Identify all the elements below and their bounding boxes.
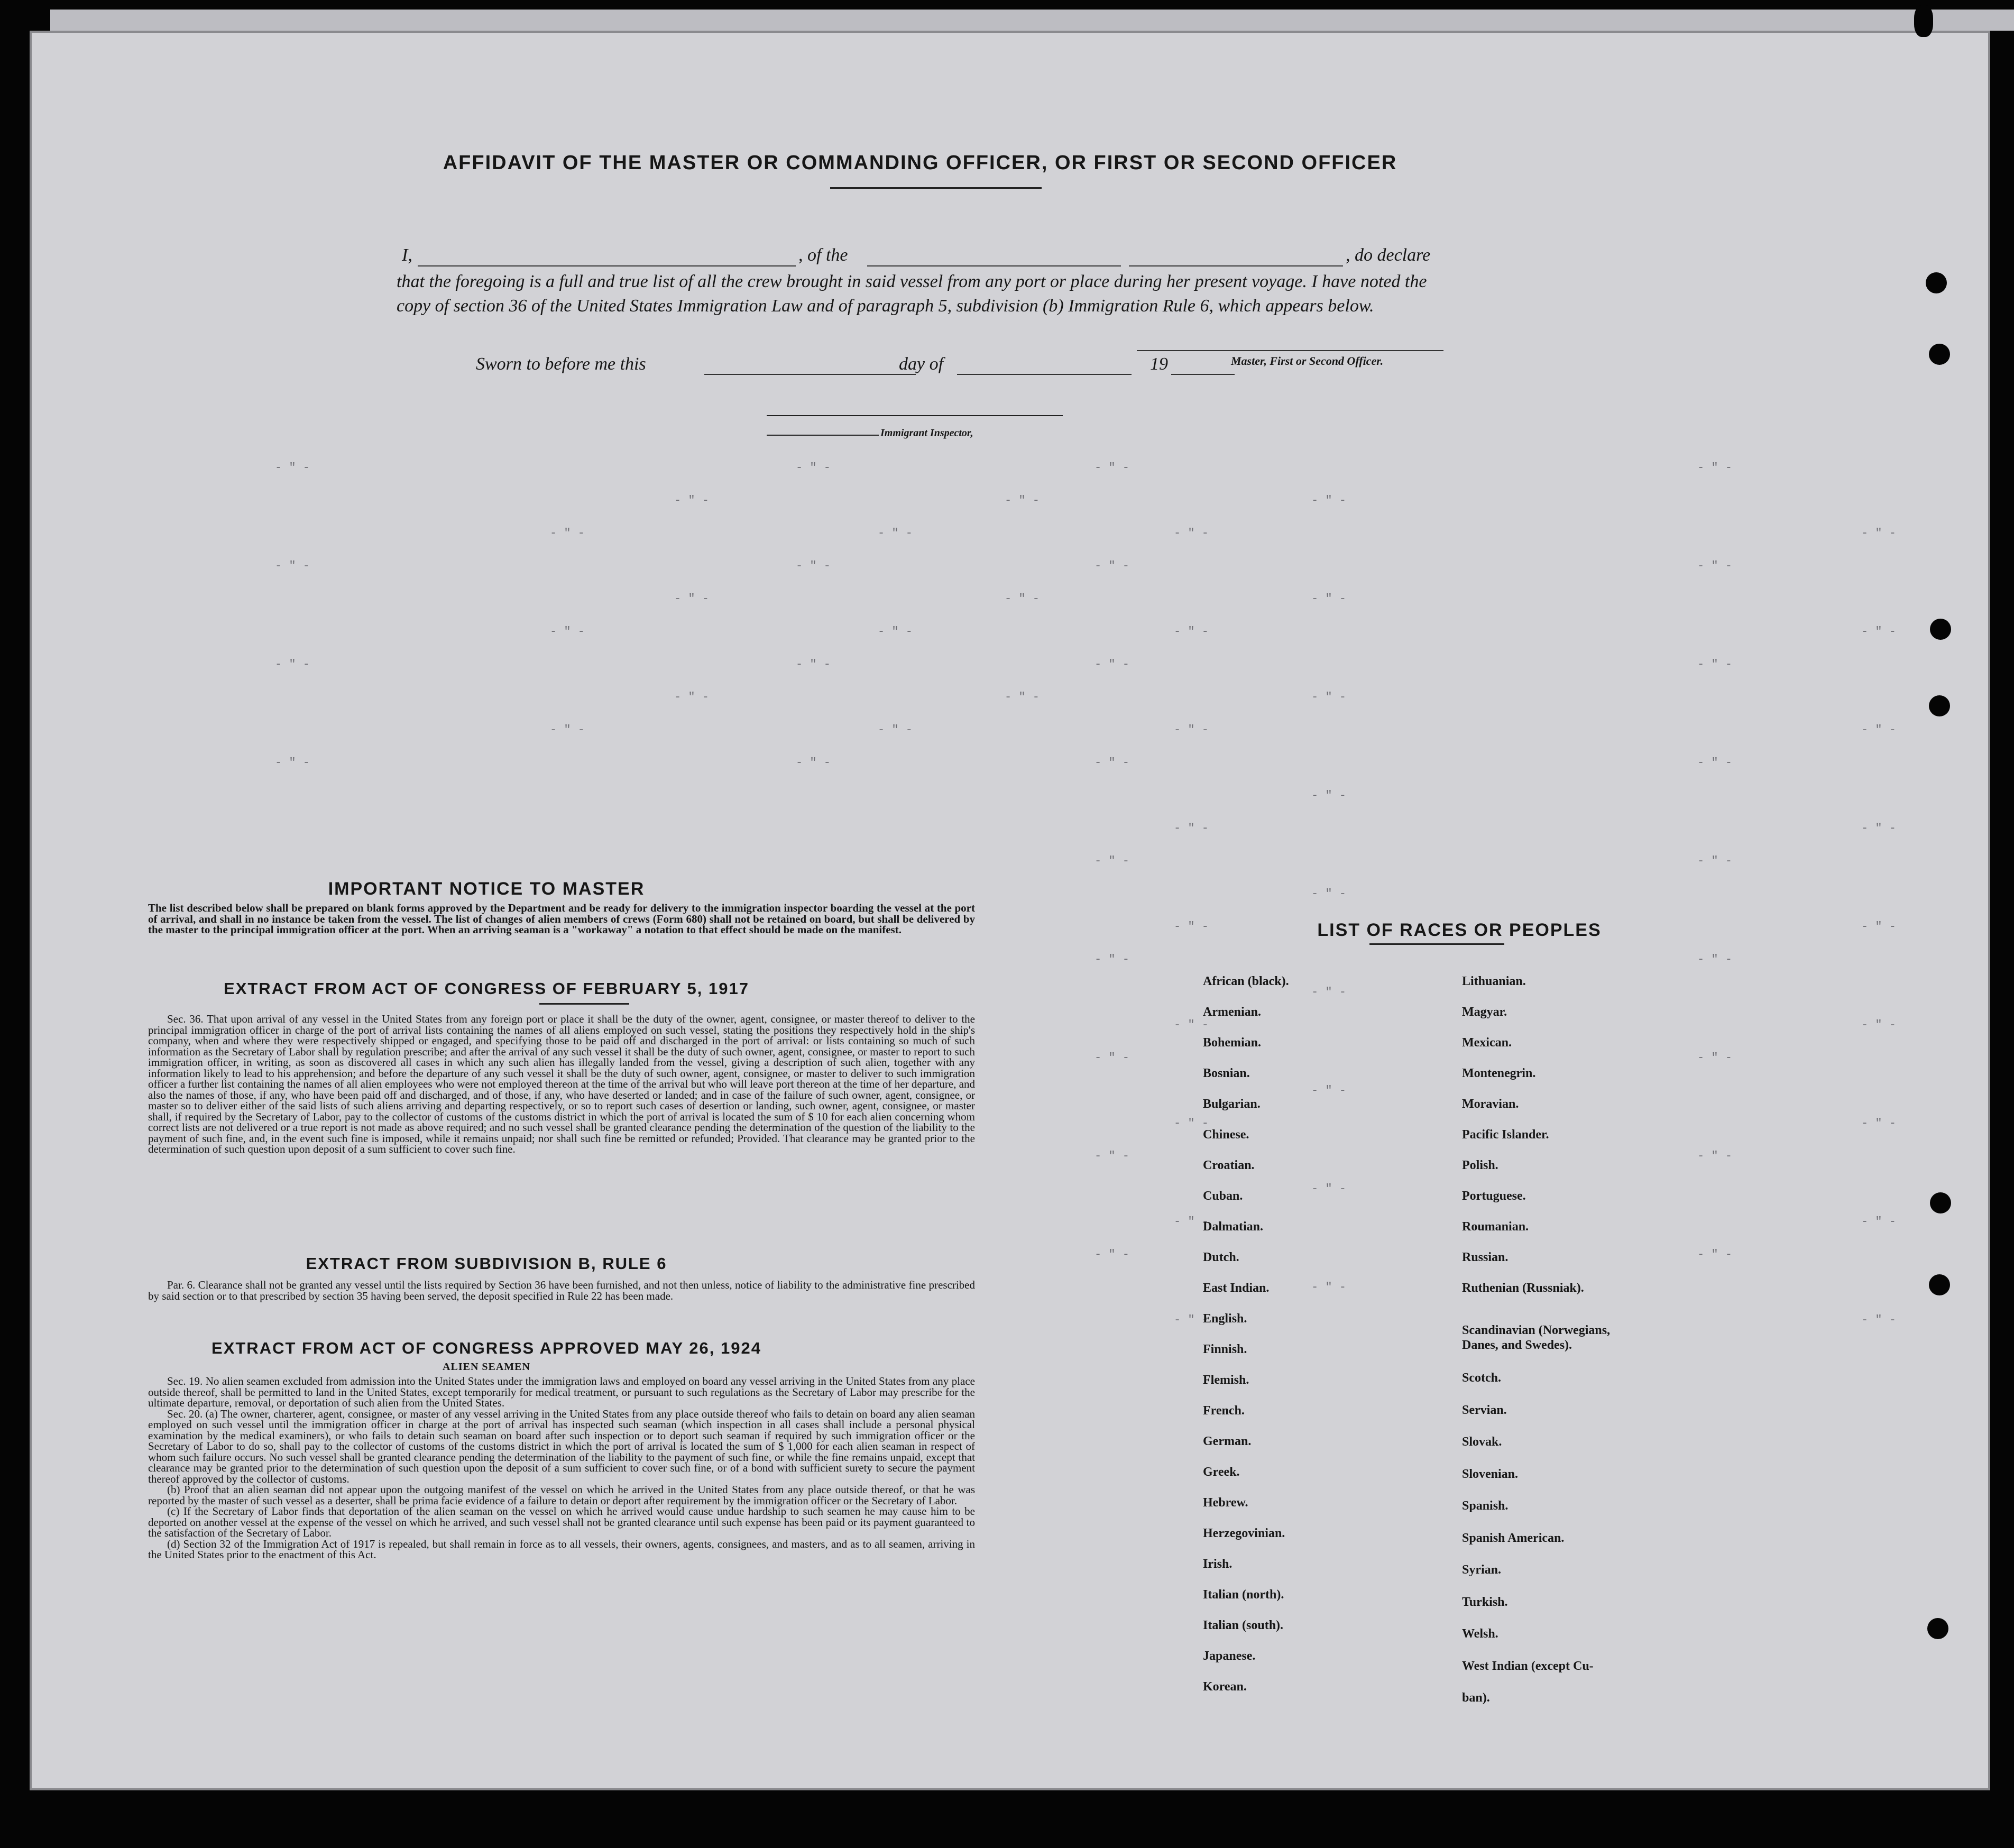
ditto-mark: - " - [1095, 559, 1130, 573]
ditto-mark: - " - [796, 756, 831, 769]
ditto-mark: - " - [1861, 1117, 1897, 1130]
punch-hole [1927, 1618, 1948, 1639]
ditto-mark: - " - [1697, 658, 1733, 671]
race-item: Roumanian. [1462, 1220, 1529, 1234]
ditto-mark: - " - [1861, 527, 1897, 540]
punch-hole [1930, 619, 1951, 640]
ditto-mark: - " - [1174, 822, 1209, 835]
sec-20a-paragraph: Sec. 20. (a) The owner, charterer, agent, consignee, or master of any vessel arriving in the United States from any place outside thereof who fails to detain on board any alien seaman employed on such vessel until the immigration officer in charge at the port of arrival has inspected such seaman (which inspection in all cases shall include a personal physical examination by the medical examiners), or who fails to detain such seaman on board after such inspection or to deport such seaman if required by such immigration officer or the Secretary of Labor to do so, shall pay to the collector of customs of the customs district in which the port of arrival is located the sum of $ 1,000 for each alien seaman in respect of whom such failure occurs. No such vessel shall be granted clearance pending the determination of the liability to the payment of such fine, or while the fine remains unpaid, except that clearance may be granted prior to the determination of such question upon the deposit of a sum sufficient to cover such fine, or of a bond with sufficient surety to secure the payment thereof approved by the collector of customs. [148, 1407, 975, 1485]
ditto-mark: - " - [550, 625, 585, 638]
ditto-mark: - " - [1095, 1248, 1130, 1261]
ditto-mark: - " - [796, 461, 831, 474]
sworn-year-label: 19 [1150, 354, 1168, 374]
ditto-mark: - " - [796, 658, 831, 671]
signature-caption: Master, First or Second Officer. [1231, 354, 1384, 367]
extract-1917-underline [539, 1003, 629, 1005]
ditto-mark: - " - [1095, 461, 1130, 474]
sec-20d-paragraph: (d) Section 32 of the Immigration Act of 1917 is repealed, but shall remain in force as to all vessels, their owners, agents, consignees, and masters, and as to all seamen, arriving in the United States prior to the enactment of this Act. [148, 1537, 975, 1561]
extract-rule6-title: EXTRACT FROM SUBDIVISION B, RULE 6 [306, 1254, 667, 1273]
ditto-mark: - " - [1861, 1018, 1897, 1032]
do-declare-label: , do declare [1346, 245, 1431, 265]
ditto-mark: - " - [1174, 1215, 1209, 1228]
race-item: Danes, and Swedes). [1462, 1338, 1572, 1352]
sec-20b-paragraph: (b) Proof that an alien seaman did not appear upon the outgoing manifest of the vessel on which he arrived in the United States from any place outside thereof, or that he was reported by the master of such vessel as a deserter, shall be prima facie evidence of a failure to detain or deport after requirement by the immigration officer or the Secretary of Labor. [148, 1483, 975, 1507]
ditto-mark: - " - [275, 559, 310, 573]
ditto-mark: - " - [1311, 1084, 1347, 1097]
race-item: Scotch. [1462, 1371, 1501, 1385]
ditto-mark: - " - [674, 691, 710, 704]
race-item: Russian. [1462, 1251, 1509, 1264]
notice-text: The list described below shall be prepared on blank forms approved by the Department and be ready for delivery to the immigration inspector boarding the vessel at the port of arrival, and shall in no instance be taken from the vessel. The list of changes of alien members of crews (Form 680) shall not be retained on board, but shall be delivered by the master to the principal immigration officer at the port. When an arriving seaman is a "workaway" a notation to that effect should be made on the manifest. [148, 902, 975, 936]
race-item: Italian (south). [1203, 1619, 1284, 1632]
race-item: Chinese. [1203, 1128, 1249, 1142]
ditto-mark: - " - [1697, 1150, 1733, 1163]
sworn-day-of-label: day of [899, 354, 944, 374]
race-item: Spanish American. [1462, 1531, 1565, 1545]
race-item: Hebrew. [1203, 1496, 1248, 1510]
ditto-mark: - " - [1311, 789, 1347, 802]
extract-rule6-text [148, 1280, 975, 1301]
sec-20c-paragraph: (c) If the Secretary of Labor finds that deportation of the alien seaman on the vessel on which he arrived would cause undue hardship to such seamen he may cause him to be deported on another vessel at the expense of the vessel on which he arrived, and such vessel shall not be granted clearance until such expense has been paid or its payment guaranteed to the satisfaction of the Secretary of Labor. [148, 1505, 975, 1539]
punch-hole [1929, 695, 1950, 716]
race-item: Spanish. [1462, 1499, 1509, 1513]
of-the-label: , of the [798, 245, 848, 265]
section-36-paragraph: Sec. 36. That upon arrival of any vessel in the United States from any foreign port or place it shall be the duty of the owner, agent, consignee, or master thereof to deliver to the principal immigration officer in charge of the port of arrival lists containing the names of all aliens employed on such vessel, stating the positions they respectively hold in the ship's company, when and where they were respectively shipped or engaged, and specifying those to be paid off and discharged in the port of arrival: or lists containing so much of such information as the Secretary of Labor shall by regulation prescribe; and after the arrival of any such vessel it shall be the duty of such owner, agent, consignee, or master to report to such immigration officer, in writing, as soon as discovered all cases in which any such alien has illegally landed from the vessel, giving a description of such alien, together with any information likely to lead to his apprehension; and before the departure of any such vessel it shall be the duty of such owner, agent, consignee, or master to deliver to such immigration officer a further list containing the names of all alien employees who were not employed thereon at the time of the arrival but who will leave port thereon at the time of her departure, and also the names of those, if any, who have been paid off and discharged, and of those, if any, who have deserted or landed; and in case of the failure of such owner, agent, consignee, or master so to deliver either of the said lists of such aliens arriving and departing respectively, or so to report such cases of desertion or landing, such owner, agent, consignee, or master shall, if required by the Secretary of Labor, pay to the collector of customs of the customs district in which the port of arrival is located the sum of $ 10 for each alien concerning whom correct lists are not delivered or a true report is not made as above required; and no such vessel shall be granted clearance pending the determination of the question of the liability to the payment of such fine, and, in the event such fine is imposed, while it remains unpaid; nor shall such fine be remitted or refunded; Provided. That clearance may be granted prior to the determination of such question upon deposit of a sum sufficient to cover such fine. [148, 1013, 975, 1155]
manifest-page [32, 33, 1988, 1788]
ditto-mark: - " - [1174, 920, 1209, 933]
ditto-mark: - " - [1861, 625, 1897, 638]
ditto-mark: - " - [550, 723, 585, 737]
race-item: Finnish. [1203, 1343, 1247, 1356]
ditto-mark: - " - [1095, 953, 1130, 966]
ditto-mark: - " - [1861, 1313, 1897, 1327]
affidavit-declaration-line [402, 245, 1438, 270]
race-item: Welsh. [1462, 1627, 1498, 1641]
ditto-mark: - " - [1311, 691, 1347, 704]
sworn-prefix: Sworn to before me this [476, 354, 646, 374]
ditto-mark: - " - [1311, 1281, 1347, 1294]
sworn-month-field[interactable] [957, 358, 1132, 375]
race-item: East Indian. [1203, 1281, 1270, 1295]
ditto-mark: - " - [1095, 854, 1130, 868]
race-item: Mexican. [1462, 1036, 1512, 1050]
ditto-mark: - " - [1697, 1248, 1733, 1261]
race-item: Moravian. [1462, 1097, 1519, 1111]
extract-1924-subtitle: ALIEN SEAMEN [443, 1361, 530, 1373]
race-item: Bulgarian. [1203, 1097, 1261, 1111]
race-item: Servian. [1462, 1403, 1507, 1417]
race-item: German. [1203, 1435, 1252, 1448]
ditto-mark: - " - [1095, 1051, 1130, 1064]
declarant-prefix: I, [402, 245, 412, 265]
race-item: Magyar. [1462, 1005, 1507, 1019]
sec-19-paragraph: Sec. 19. No alien seamen excluded from admission into the United States under the immigration laws and employed on board any vessel arriving in the United States from any place outside thereof, shall be permitted to land in the United States, except temporarily for medical treatment, or pursuant to such regulations as the Secretary of Labor may prescribe for the ultimate departure, removal, or deportation of such alien from the United States. [148, 1375, 975, 1409]
race-item: Syrian. [1462, 1563, 1502, 1577]
vessel-name-field[interactable] [867, 250, 1121, 266]
race-item: West Indian (except Cu- [1462, 1659, 1594, 1673]
ditto-mark: - " - [1174, 723, 1209, 737]
ditto-mark: - " - [1311, 986, 1347, 999]
ditto-mark: - " - [1174, 1117, 1209, 1130]
inspector-caption-lead [767, 435, 879, 436]
race-item: Bosnian. [1203, 1066, 1250, 1080]
ditto-mark: - " - [1861, 822, 1897, 835]
races-title: LIST OF RACES OR PEOPLES [1317, 920, 1602, 940]
ditto-mark: - " - [1697, 559, 1733, 573]
ditto-mark: - " - [1861, 1215, 1897, 1228]
ditto-mark: - " - [1174, 1313, 1209, 1327]
race-item: Croatian. [1203, 1159, 1255, 1172]
race-item: Portuguese. [1462, 1189, 1526, 1203]
race-item: Greek. [1203, 1465, 1240, 1479]
race-item: Dutch. [1203, 1251, 1239, 1264]
notice-title: IMPORTANT NOTICE TO MASTER [328, 879, 645, 899]
ditto-mark: - " - [796, 559, 831, 573]
race-item: African (black). [1203, 974, 1289, 988]
ditto-mark: - " - [275, 658, 310, 671]
race-item: French. [1203, 1404, 1245, 1418]
affidavit-body: that the foregoing is a full and true list of all the crew brought in said vessel from any port or place during her present voyage. I have noted the copy of section 36 of the United States Immigration Law and of paragraph 5, subdivision (b) Immigration Rule 6, which appears below. [397, 272, 1427, 316]
ditto-mark: - " - [878, 723, 913, 737]
ditto-mark: - " - [674, 592, 710, 605]
officer-signature-field[interactable] [1137, 334, 1443, 351]
ditto-mark: - " - [1697, 854, 1733, 868]
ditto-mark: - " - [275, 756, 310, 769]
ditto-mark: - " - [1697, 461, 1733, 474]
ditto-mark: - " - [1174, 527, 1209, 540]
ditto-mark: - " - [1697, 953, 1733, 966]
punch-hole [1926, 272, 1947, 293]
ditto-mark: - " - [878, 527, 913, 540]
affidavit-title-underline [830, 187, 1042, 189]
ditto-mark: - " - [1174, 1018, 1209, 1032]
race-item: Herzegovinian. [1203, 1527, 1285, 1540]
race-item: Cuban. [1203, 1189, 1243, 1203]
race-item: Korean. [1203, 1680, 1247, 1694]
ditto-mark: - " - [1861, 920, 1897, 933]
inspector-signature-line [767, 415, 1063, 416]
race-item: Scandinavian (Norwegians, [1462, 1323, 1611, 1337]
extract-1924-title: EXTRACT FROM ACT OF CONGRESS APPROVED MAY 26, 1924 [211, 1339, 761, 1357]
ditto-mark: - " - [1005, 592, 1040, 605]
ditto-mark: - " - [1095, 756, 1130, 769]
race-item: Dalmatian. [1203, 1220, 1263, 1234]
punch-hole [1929, 344, 1950, 365]
sworn-year-field[interactable] [1171, 358, 1235, 375]
ditto-mark: - " - [674, 494, 710, 507]
par-6-paragraph: Par. 6. Clearance shall not be granted any vessel until the lists required by Section 36 have been furnished, and not then unless, notice of liability to the administrative fine prescribed by said section or to that prescribed by section 35 having been served, the deposit specified in Rule 22 has been made. [148, 1279, 975, 1302]
ditto-mark: - " - [1095, 1150, 1130, 1163]
races-title-underline [1369, 943, 1504, 945]
race-item: English. [1203, 1312, 1247, 1326]
race-item: Montenegrin. [1462, 1066, 1536, 1080]
race-item: Polish. [1462, 1159, 1498, 1172]
race-item: Armenian. [1203, 1005, 1261, 1019]
race-item: Pacific Islander. [1462, 1128, 1549, 1142]
paper-top-edge [50, 10, 2014, 31]
vessel-name-field-2[interactable] [1129, 250, 1343, 266]
ditto-mark: - " - [1311, 1182, 1347, 1196]
ditto-mark: - " - [1005, 691, 1040, 704]
ditto-mark: - " - [1174, 625, 1209, 638]
inspector-caption: Immigrant Inspector, [880, 427, 973, 439]
race-item: ban). [1462, 1691, 1490, 1705]
sworn-day-field[interactable] [704, 358, 916, 375]
extract-1924-text [148, 1376, 975, 1560]
extract-1917-text [148, 1014, 975, 1155]
race-item: Turkish. [1462, 1595, 1508, 1609]
race-item: Slovenian. [1462, 1467, 1519, 1481]
race-item: Bohemian. [1203, 1036, 1262, 1050]
race-item: Flemish. [1203, 1373, 1249, 1387]
ditto-mark: - " - [1311, 887, 1347, 900]
punch-hole [1929, 1274, 1950, 1295]
ditto-mark: - " - [550, 527, 585, 540]
race-item: Slovak. [1462, 1435, 1502, 1449]
race-item: Lithuanian. [1462, 974, 1526, 988]
ditto-mark: - " - [275, 461, 310, 474]
ditto-mark: - " - [1861, 723, 1897, 737]
ditto-mark: - " - [1697, 1051, 1733, 1064]
extract-1917-title: EXTRACT FROM ACT OF CONGRESS OF FEBRUARY 5, 1917 [224, 979, 749, 998]
punch-hole [1914, 5, 1933, 37]
ditto-mark: - " - [1697, 756, 1733, 769]
ditto-mark: - " - [1005, 494, 1040, 507]
race-item: Irish. [1203, 1557, 1233, 1571]
ditto-mark: - " - [1095, 658, 1130, 671]
ditto-mark: - " - [878, 625, 913, 638]
ditto-mark: - " - [1311, 592, 1347, 605]
race-item: Italian (north). [1203, 1588, 1284, 1602]
race-item: Ruthenian (Russniak). [1462, 1281, 1584, 1295]
race-item: Japanese. [1203, 1649, 1256, 1663]
punch-hole [1930, 1192, 1951, 1213]
ditto-mark: - " - [1311, 494, 1347, 507]
declarant-name-field[interactable] [418, 250, 796, 266]
affidavit-title: AFFIDAVIT OF THE MASTER OR COMMANDING OFFICER, OR FIRST OR SECOND OFFICER [443, 152, 1397, 174]
